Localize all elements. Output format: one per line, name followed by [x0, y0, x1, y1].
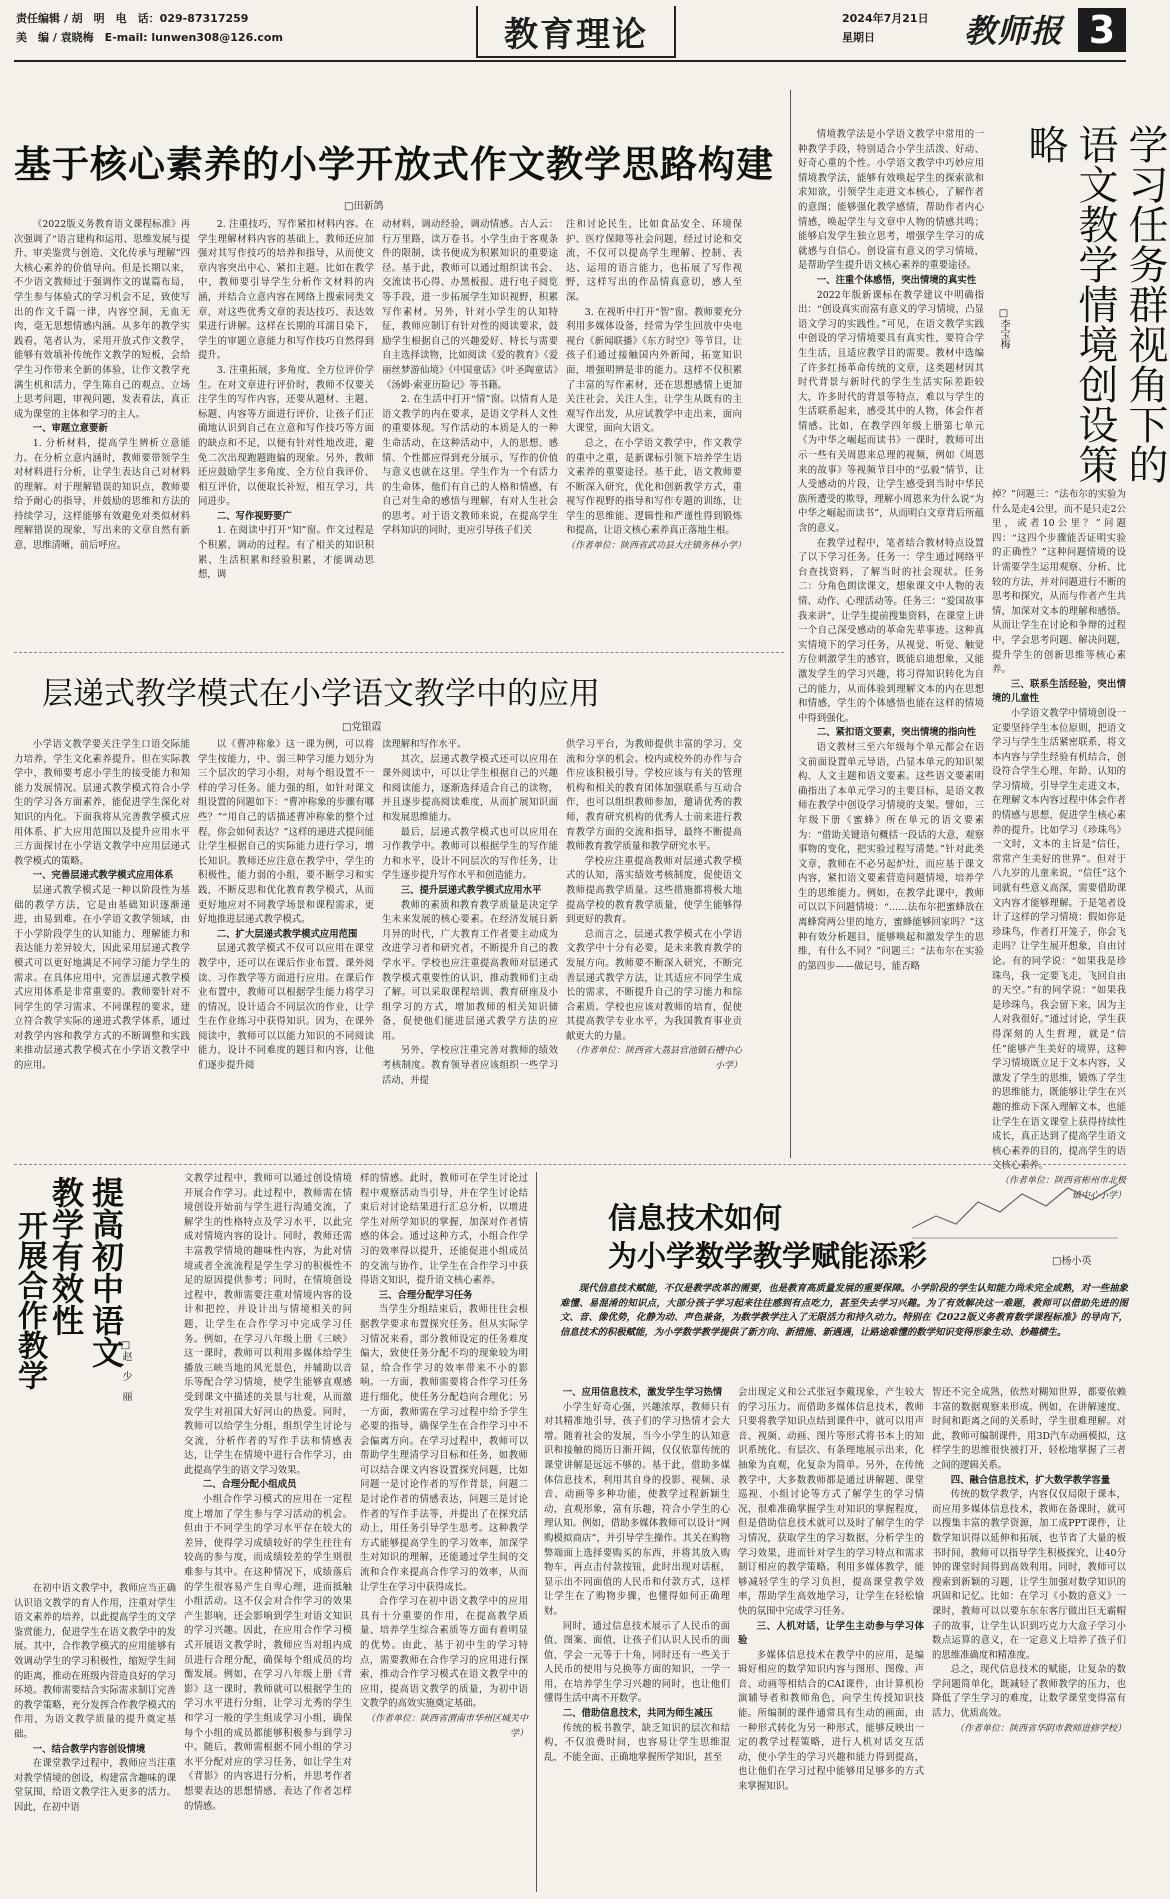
issue-date: 2024年7月21日 — [842, 12, 929, 25]
article5-line-graph-decoration — [912, 1176, 1122, 1246]
section-label-box — [476, 6, 676, 58]
article2-col1-heading: 一、完善层递式教学模式应用体系 — [32, 870, 174, 882]
divider-top-bottom — [14, 1164, 1126, 1165]
article2-col2 — [198, 738, 374, 1158]
article5-col1-heading2: 二、借助信息技术，共同为师生减压 — [562, 1708, 713, 1720]
article1-col4-p2: 3. 在视听中打开“智”窗。教师要充分利用多媒体设备，经常为学生回放中央电视台《新闻联播》《东方时空》等节目，让孩子们通过接触国内外新闻，拓宽知识面，增强明辨是非的能力。这样不仅积累了丰富的写作素材，还在思想感情上更加关注社会，关注人生，让学生从既有的主观写作出发，从应试教学中走出来，面向大课堂，面向大语文。 — [566, 306, 742, 435]
article1-col2-p2: 3. 注重拓展，多角度、全方位评价学生。在对文章进行评价时，教师不仅要关注学生的写作内容，还要从题材、主题、标题、内容等方面进行评价，让孩子们正确地认识到自己在立意和写作技巧等方面的缺点和不足，以便有针对性地改进，避免二次出现跑题跑偏的现象。另外，教师还应鼓励学生多角度、全方位自我评价、相互评价，以便取长补短，相互学习，共同进步。 — [198, 364, 374, 508]
article5-col1-p1: 小学生好奇心强，兴趣浓厚，教师只有对其精准地引导，孩子们的学习热情才会大增。随着社会的发展，当今小学生的认知意识和接触的阅历日渐开阔，仅仅依靠传统的课堂讲解是远远不够的。基于此，借助多媒体信息技术，利用其自身的投影、视频、录音、动画等多种功能，使教学过程新颖生动，直观形象，富有乐趣，符合小学生的心理认知。例如，借助多媒体教师可以设计“网购模拟商店”，并引导学生操作。其关在购物弊端面上选择要购买的东西，并将其放入购物车，再点击付款按钮，此时出现对话框，显示出不同面值的人民币和付款方式，这样让学生在了购物步骤，也懂得如何正确理财。 — [544, 1401, 730, 1617]
article2-col3-p2: 其次，层递式教学模式还可以应用在课外阅读中，可以让学生根据自己的兴趣和阅读能力，逐渐选择适合自己的读物，并且逐步提高阅读难度，从而扩展知识面和发展思维能力。 — [382, 753, 558, 823]
article1-col2-p3: 1. 在阅读中打开“知”窗。作文过程是个积累、调动的过程。有了相关的知识积累、生活积累和经验积累，才能调动思想，调 — [198, 525, 374, 581]
article4-col3-heading: 三、合理分配学习任务 — [378, 1289, 473, 1301]
article4-col1-p2: 在课堂教学过程中，教师应当注重对教学情境的创设，构建富含趣味的课堂氛围，给语文教学注入更多的活力。因此，在初中语 — [14, 1758, 176, 1813]
article4-col2-p1: 文教学过程中，教师可以通过创设情境开展合作学习。此过程中，教师需在情境创设开始前与学生进行沟通交流，了解学生的性格特点及学习水平，以此完成对情境内容的设计。同时，教师还需丰富教学情境的趣味性内容，为此对情境或者全流流程是学生学习的积极性不足的原因提供参考；同时，在情境创设过程中，教师需要注重对情境内容的设计和把控，并设计出与情境相关的问题，让学生在合作学习中完成学习任务。例如，在学习八年级上册《三峡》这一课时，教师可以利用多媒体给学生播放三峡当地的风光景色，并辅助以音乐等配合学习情境，使学生能够直观感受到课文中描述的美景与壮观，从而激发学生对祖国大好河山的热爱。同时，教师可以给学生分组，组织学生讨论与交流，分析作者的写作手法和情感表达，让学生在情境中进行合作学习，由此提高学生的语文学习效果。 — [184, 1173, 352, 1476]
article5-col1-p3: 传统的板书教学，缺乏知识的层次和结构，不仅浪费时间，也容易让学生思维混乱，不能全面、正确地掌握所学知识，甚至 — [544, 1722, 730, 1763]
article1-col3-p2: 2. 在生活中打开“情”窗。以情育人是语文教学的内在要求，是语文学科人文性的重要体现。写作活动的本质是人的一种生命活动，在这种活动中，人的思想、感情、个性都应得到充分展示，写作的价值与意义也就在这里。学生作为一个有活力的生命体，他们有自己的人格和情感，有自己对生命的感悟与理解，有对人生社会的思考。对于语文教师来说，在提高学生学科知识的同时，更应引导孩子们关 — [382, 394, 558, 537]
article5-col3 — [932, 1386, 1126, 1892]
article5-col3-p1: 智还不完全成熟，依然对糊知世界，都要依赖丰富的数据观察来形成。例如，在讲解速度、时间和距离之间的关系时，学生很难理解。对此，教师可编制课件，用3D汽车动画模拟，这样学生的思维很快被打开，轻松地掌握了三者之间的逻辑关系。 — [932, 1387, 1126, 1471]
article1-col4 — [566, 218, 747, 648]
article5-col2 — [738, 1386, 924, 1892]
designer-line: 美 编 / 袁晓梅 E-mail: lunwen308@126.com — [16, 31, 283, 44]
article2-col3-heading: 三、提升层递式教学模式应用水平 — [400, 884, 542, 896]
article3-col-b-p1: 掉？”问题三：“法布尔的实验为什么是走4公里，而不是只走2公里，或者10公里？”问题四：“这四个步骤能否证明实验的正确性？”这种问题情境的设计需要学生运用观察、分析、比较的方法，并对问题进行不断的思考和探究，从而与作者产生共情，加深对文本的理解和感悟。从而让学生在讨论和争辩的过程中，学会思考问题、解决问题，提升学生的创新思维等核心素养。 — [992, 489, 1126, 676]
article3-col-a-p3: 在教学过程中，笔者结合教材特点设置了以下学习任务。任务一：学生通过网络平台查找资料，了解当时的社会现状。任务二：分角色朗读课文，想象课文中人物的表情、动作、心理活动等。任务三：“爱国故事我来讲”，让学生提前搜集资料，在课堂上讲一个自己深受感动的革命先辈事迹。这种真实情境下的学习任务，从视觉、听觉、触觉方位刺激学生的感官，既能启迪想象，又能激发学生的学习兴趣，将习得知识转化为自己的能力，从而体验到理解文本的内在思想和情感，学生的个体感悟也能在这样的情境中得到强化。 — [798, 537, 984, 724]
article5-col2-p1: 会出现定义和公式张冠李戴现象，产生较大的学习压力。而借助多媒体信息技术，教师只要将教学知识点结到课件中，就可以用声音、视频、动画、图片等形式将书本上的知识系统化、有层次、有条理地展示出来，化抽象为直观，化复杂为简单。另外，在传统教学中，大多数教师都是通过讲解题、课堂巡视、小组讨论等方式了解学生的学习情况，很难准确掌握学生对知识的掌握程度，但是借助信息技术就可以及时了解学生的学习情况，获取学生的学习数据，分析学生的学习效果，进而针对学生的学习特点和需求制订相应的教学策略。利用多媒体教学，能够减轻学生的学习负担，提高课堂教学效率，帮助学生高效地学习，让学生在轻松愉快的氛围中完成学习任务。 — [738, 1387, 924, 1617]
article4-title2: 开展合作教学 — [12, 1210, 47, 1390]
article2-col3-p3: 最后，层递式教学模式也可以应用在习作教学中。教师可以根据学生的写作能力和水平，设计不同层次的写作任务，让学生逐步提升写作水平和创造能力。 — [382, 826, 558, 882]
divider-right-column — [790, 90, 791, 1158]
article2-col4-p3: 总而言之，层递式教学模式在小学语文教学中十分有必要，是未来教育教学的发展方向。教师要不断深入研究，不断完善层递式教学方法，让其适应不同学生成长的需求，不断提升自己的学习能力和综合素质。学校也应该对教师的培育，促使其提高教学专业水平，为我国教育事业贡献更大的力量。 — [566, 928, 742, 1042]
article4-col3-p3: 合作学习在初中语文教学中的应用具有十分重要的作用，在提高教学质量、培养学生综合素质等方面有着明显的优势。由此，基于初中生的学习特点，需要教师在合作学习的应用进行探索，推动合作学习模式在语文教学中的应用，提高语文教学的质量，为初中语文教学的高效实施奠定基础。 — [360, 1596, 528, 1710]
article5-col2-heading: 三、人机对话，让学生主动参与学习体验 — [738, 1620, 924, 1647]
article2-col3-p1: 读理解和写作水平。 — [382, 739, 467, 750]
divider-bottom-columns — [536, 1172, 537, 1892]
article1-col1-p1: 《2022版义务教育语文课程标准》再次强调了“语言建构和运用、思维发展与提升、审美鉴赏与创造、文化传承与理解”四大核心素养的价值导向。但是长期以来，不少语文教师过于强调作文的谋篇布局，学生参与体验式的学习机会不足，致使写出的作文千篇一律，内容空洞，无血无肉，毫无思想情感内涵。从多年的教学实践看，笔者认为，采用开放式作文教学，能够有效填补传统作文教学的短板，会给学生习作带来全新的体验，让作文教学充满生机和活力，学生陈自己的观点、立场上思考问题，审视问题，发表看法，真正成为课堂的主体和学习的主人。 — [14, 219, 190, 420]
article2-author: □党银霞 — [342, 722, 382, 733]
article4-author: □赵 少 丽 — [120, 1340, 131, 1401]
article4-col3-p2: 当学生分组结束后，教师往往会根据教学要求布置探究任务。但从实际学习情况来看，部分教师设定的任务难度偏大，致使任务分配不均的现象较为明显，给合作学习的效率带来不小的影响。一方面，教师需要将合作学习任务进行细化，使任务分配趋向合理化；另一方面，教师需在学习过程中给予学生必要的指导，确保学生在合作学习中不会偏离方向。在学习过程中，教师可以帮助学生理清学习目标和任务，如教师可以结合课文内容设置探究问题，比如问题一是讨论作者的写作背景，问题二是讨论作者的情感表达，问题三是讨论作者的写作手法等，并提出了在探究活动上，用任务引导学生思考。这种教学方式能够提高学生的学习效率，加深学生对知识的理解，还能通过学生间的交流和合作来提高合作学习的效率，从而让学生在学习中获得成长。 — [360, 1304, 528, 1593]
article5-author: □杨小英 — [1052, 1256, 1092, 1267]
article1-col1-heading: 一、审题立意要新 — [32, 423, 108, 435]
article5-col1-heading1: 一、应用信息技术，激发学生学习热情 — [562, 1387, 723, 1398]
page-number: 3 — [1078, 8, 1126, 52]
decoration-polyline — [912, 1184, 1118, 1228]
article4-title: 提高初中语文教学有效性 — [47, 1176, 125, 1368]
article3-col-b-heading3: 三、联系生活经验，突出情境的儿童性 — [992, 678, 1126, 705]
article3-col-a-heading2: 二、紧扣语文要素，突出情境的指向性 — [816, 727, 977, 739]
paper-name: 教师报 — [964, 12, 1064, 50]
article1-title: 基于核心素养的小学开放式作文教学思路构建 — [14, 143, 774, 186]
article1-col1-p2: 1. 分析材料，提高学生辨析立意能力。在分析立意内涵时，教师要带领学生对材料进行分析，让学生表达自己对材料的理解。对于理解错误的知识点，教师要给予耐心的指导，并鼓励的思维和方法的持续学习，这样能够有效避免对类似材料理解错误的现象，写出来的文章自然有新意，思维清晰，前后呼应。 — [14, 437, 190, 552]
article1-col1 — [14, 218, 190, 648]
divider-a1-a2 — [14, 652, 784, 653]
article2-col2-heading: 二、扩大层递式教学模式应用范围 — [216, 928, 358, 940]
article2-col2-p2: 层递式教学模式不仅可以应用在课堂教学中，还可以在课后作业布置、课外阅读、习作教学等方面进行应用。在课后作业布置中，教师可以根据学生能力将学习的情况，设计适合不同层次的作业，让学生在作业练习中获得知识。因为，在课外阅读中，教师可以以能力知识的不同阅读能力，设计不同难度的题目和内容，让他们逐步提升阅 — [198, 943, 374, 1072]
article3-col-a-p2: 2022年版新课标在教学建议中明确指出：“创设真实而富有意义的学习情境，凸显语文学习的实践性。”可见，在语文教学实践中创设的学习情境要具有真实性，要符合学生生活，且适应教学目的需要。教材中选编了许多红扬革命传统的文章，这类题材因其时代背景与新时代的学生生活实际差距较大，许多时代的背景等特点，难以与学生的生活联系起来，感受其中的人物，体会作者情感。比如，在教学四年级上册第七单元《为中华之崛起而读书》一课时，教师可出示一些有关周恩来总理的视频，例如《周恩来的故事》等视频节目中的“弘毅”情节，让人受感动的片段，让学生感受到当时中华民族所遭受的欺辱，理解小周恩来为什么说“为中华之崛起而读书”，从而明白文章背后所蕴含的意义。 — [798, 289, 984, 535]
article3-author: □李宝梅 — [998, 308, 1009, 349]
article5-col3-p3: 总之，现代信息技术的赋能，让复杂的数学问题简单化，既减轻了教师教学的压力，也降低了学生学习的难度，让数学课堂变得富有活力、优质高效。 — [932, 1664, 1126, 1720]
article2-col1-p1: 小学语文教学要关注学生口语交际能力培养，学生文化素养提升。但在实际教学中，教师要考虑小学生的接受能力和知能力发展情况。层递式教学模式符合小学生的学习各方面素养，能促进学生深化对知识的内化。下面我将从完善教学模式应用体系、扩大应用范围以及提升应用水平三方面探讨在小学语文教学中应用层递式教学模式的策略。 — [14, 739, 190, 867]
article1-affiliation: （作者单位：陕西省武功县大庄镇务林小学） — [566, 541, 747, 552]
article5-lead — [560, 1282, 1128, 1378]
article5-col3-p2: 传统的数学教学，内容仅仅局限于课本，而应用多媒体信息技术，教师在备课时，就可以搜集丰富的教学资源，加工成PPT课件，让数学知识得以延伸和拓展，也节省了大量的板书时间，教师可以指导学生积极探究，让40分钟的课堂时间得到高效利用。同时，教师可以搜索到新颖的习题，让学生加强对数学知识的巩固和记忆。比如：在学习《小数的意义》一课时，教师可以以要东东东客厅做出巨无霸帽子的故事，让学生认识到巧克力大盒子学习小数点运算的意义，在一定意义上培养了孩子们的思维准确度和精准度。 — [932, 1489, 1126, 1661]
article1-col3-p1: 动材料，调动经验，调动情感。古人云：行万里路，读万卷书。小学生由于客观条件的限制，读书便成为积累知识的重要途径。基于此，教师可以通过组织读书会、交流读书心得、办黑板报、进行电子阅览等手段，进一步拓展学生知识视野，积累写作素材。另外，针对小学生的认知特征，教师应制订有针对性的阅读要求，鼓励学生根据自己的兴趣爱好、特长与需要自主选择读物，比如阅读《爱的教育》《爱丽丝梦游仙境》《中国童话》《叶圣陶童话》《汤姆·索亚历险记》等书籍。 — [382, 219, 558, 391]
article2-affiliation: （作者单位：陕西省大荔县官池镇石槽中心小学） — [570, 1046, 742, 1072]
article3-col-a-p4: 语文教材三至六年级每个单元都会在语文前面设置单元导语，凸显本单元的知识架构、人文主题和语文要素。这些语文要素明确指出了本单元学习的主要目标，是语文教师在教学中创设学习情境的支架。譬如，三年级下册《蜜蜂》所在单元的语文要素为：“借助关键语句概括一段话的大意，观察事物的变化，把实验过程写清楚。”针对此类文章，教师在不必另起炉灶，而应基于课文内容，紧扣语文要素营造问题情境，培养学生的思维能力。例如，在教学此课中，教师可以以下问题情境：“……法布尔把蜜蜂放在离蜂窝两公里的地方，蜜蜂能够回家吗？”这种有效分析题目，能够唤起和激发学生的思维，有什么不同？”问题三：“法布尔在实验的第四步——做记号，能否略 — [798, 741, 984, 972]
masthead-rule — [14, 60, 1126, 62]
masthead — [0, 0, 1140, 62]
article4-col3-p1: 样的情感。此时，教师可在学生讨论过程中观察活动当引导，并在学生讨论结束后对讨论结果进行汇总分析，以增进学生对所学知识的掌握，加深对作者情感的体会。通过这种方式，小组合作学习的效率得以提升，还能促进小组成员的交流与协作，让学生在合作学习中获得语文知识，提升语文核心素养。 — [360, 1173, 528, 1287]
article4-col1-heading: 一、结合教学内容创设情境 — [32, 1743, 146, 1755]
article5-title-line1: 信息技术如何 — [608, 1201, 783, 1235]
article2-col3-p5: 另外，学校应注重完善对教师的绩效考核制度。教育领导者应该组织一些学习活动，并提 — [382, 1045, 558, 1086]
article2-col3 — [382, 738, 558, 1158]
article5-title-line2: 为小学数学教学赋能添彩 — [608, 1239, 928, 1273]
article2-col4-p1: 供学习平台，为教师提供丰富的学习、交流和分享的机会。校内或校外的办作与合作应该积极引导。学校应该与有关的管理机构和相关的教育团体加强联系与互动合作，也可以组织教师参加，邀请优秀的教师，教育研究机构的优秀人士前来进行教育教学方面的交流和指导，最终不断提高教师教育教学质量和教学研究水平。 — [566, 739, 742, 853]
article4-col2-p2: 小组合作学习模式的应用在一定程度上增加了学生参与学习活动的机会。但由于不同学生的学习水平存在较大的差异，使得学习成绩较好的学生往往有较高的参与度，而成绩较差的学生则很难参与其中。在这种情况下，成绩落后的学生很容易产生自卑心理，进而抵触小组活动。这不仅会对合作学习的效果产生影响，还会影响到学生对语文知识的学习兴趣。因此，在应用合作学习模式开展语文教学时，教师应当对组内成员进行合理分配，确保每个组成员的均衡发展。例如，在学习八年级上册《背影》这一课时，教师就可以根据学生的学习水平进行分组，让学习尤秀的学生和学习一般的学生组成学习小组，确保每个小组的成员都能够积极参与到学习中。随后，教师需根据不同小组的学习水平分配对应的学习任务，如让学生对《背影》的内容进行分析，并思考作者想要表达的思想情感，表达了作者怎样的情感。 — [184, 1494, 352, 1812]
article5-col2-p2: 多媒体信息技术在教学中的应用，是编辑好相应的数学知识内容与图形、图像、声音、动画等相结合的CAI课件，由计算机扮演辅导者和教师角色，向学生传授知识技能。所编制的课件通常具有生动的画面，由一种形式转化为另一种形式，能够反映出一定的教学过程策略，进行人机对话交互活动，使小学生的学习兴趣和能力得到提高，也让他们在学习过程中能够用足够多的方式来掌握知识。 — [738, 1649, 924, 1793]
article1-col4-p1: 注和讨论民生，比如食品安全、环境保护、医疗保障等社会问题，经过讨论和交流，不仅可以提高学生理解、控制、表达、运用的语言能力，也拓展了写作视野，这样写出的作品情真意切，感人至深。 — [566, 219, 742, 303]
article1-col2-heading: 二、写作视野要广 — [216, 510, 292, 522]
section-label: 教育理论 — [504, 14, 648, 55]
article5-col1 — [544, 1386, 730, 1892]
article3-col-a — [798, 128, 984, 1158]
article3-col-b-p2: 小学语文教学中情境创设一定要坚持学生本位原则，把语文学习与学生生活紧密联系，将文本内容与学生经验有机结合，创设符合学生心理、年龄、认知的学习情境，引导学生走进文本，在理解文本内容过程中体会作者的情感与思想，促进学生核心素养的提升。比如学习《珍珠鸟》一文时，文本的主旨是“信任，常常产生美好的世界”。但对于八九岁的儿童来说，“信任”这个词就有些意义高深，需要借助课文内容才能够理解。于是笔者设计了这样的学习情境：假如你是珍珠鸟，作者打开笼子，你会飞走吗？让学生展开想象，自由讨论。有的同学说：“如果我是珍珠鸟，我一定要飞走，飞回自由的天空。”有的同学说：“如果我是珍珠鸟，我会留下来，因为主人对我很好。”通过讨论，学生获得深刻的人生哲理，就是“信任”能够产生美好的境界，这种学习情境既立足于文本内容，又激发了学生的思维，锻炼了学生的思维能力，既能够让学生在兴趣的推动下深入理解文本，也能让学生在语文课堂上获得持续性成长，真正达到了提高学生语文核心素养的目的，提高学生的语文核心素养。 — [992, 707, 1126, 1172]
article3-col-a-p1: 情境教学法是小学语文教学中常用的一种教学手段，特别适合小学生活泼、好动、好奇心重的个性。小学语文教学中巧妙应用情境教学法，能够有效唤起学生的探索欲和求知欲，引领学生走进文本核心，了解作者的意图；能够强化教学感情，帮助作者内心情感，唤起学生与文章中人物的情感共鸣；能够启发学生独立思考，增强学生学习的成就感与自信心。创设富有意义的学习情境，是帮助学生提升语文核心素养的重要途径。 — [798, 129, 984, 272]
article4-col2-heading: 二、合理分配小组成员 — [202, 1479, 297, 1491]
article2-title: 层递式教学模式在小学语文教学中的应用 — [42, 676, 600, 712]
article4-col2 — [184, 1172, 352, 1892]
article4-affiliation: （作者单位：陕西省渭南市华州区城关中学） — [365, 1713, 528, 1739]
article2-col3-p4: 教师的素质和教育教学质量是决定学生未来发展的核心要素。在经济发展日新月异的时代，广大教育工作者要主动成为改进学习者和研究者，不断提升自己的教学水平。学校也应注重提高教师对层递式教学模式重要性的认识，推动教师们主动了解。可以采取课程培训、教育研座及小组学习的方式，增加教师的相关知识储备，促使他们能进层递式教学方法的应用。 — [382, 899, 558, 1042]
article1-author: □田新鸽 — [344, 201, 384, 212]
article2-col4 — [566, 738, 742, 1158]
article3-col-b — [992, 488, 1126, 1201]
article5-col3-heading: 四、融合信息技术，扩大数学教学容量 — [950, 1474, 1111, 1486]
article1-col3 — [382, 218, 558, 648]
article2-col2-p1: 以《曹冲称象》这一课为例，可以将学生按能力，中、弱三种学习能力划分为三个层次的学习小组，对每个组设置不一样的学习任务。能力强的组，如针对课文组设置的问题如下：“曹冲称象的步骤有哪些？”“用自己的话描述曹冲称象的整个过程，你会如何表达？”这样的递进式提问能让学生根据自己的实际能力进行学习，增长知识。教师还应注意在教学中，学生的积极性，能力弱的小组，要不断学习和实践，不断反思和优化教育教学模式，从而更好地应对不同教学场景和课程需求，更好地推进层递式教学模式。 — [198, 739, 374, 926]
article3-affiliation: （作者单位：陕西省彬州市北极镇中心小学） — [999, 1175, 1126, 1201]
article3-title: 学习任务群视角下的语文教学情境创设策略 — [1022, 124, 1168, 484]
article5-col1-p2: 同时，通过信息技术展示了人民币的面值、图案、面值，让孩子们认识人民币的面值，学会一元等于十角，同时还有一些关于人民币的使用与兑换等方面的知识，一学一用，在培养学生学习兴趣的同时，也让他们懂得生活中离不开数学。 — [544, 1620, 730, 1705]
article4-col1-p1: 在初中语文教学中，教师应当正确认识语文教学的育人作用，注重对学生语文素养的培养，以此提高学生的文学鉴赏能力，促进学生在语文教学中的发展。其中，合作教学模式的应用能够有效调动学生的学习积极性，缩短学生间的距离，推动在班级内营造良好的学习环境。教师需要结合实际需求制订完善的教学策略，充分发挥合作教学模式的作用，为语文教学质量的提升奠定基础。 — [14, 1583, 176, 1740]
editor-line: 责任编辑 / 胡 明 电 话：029-87317259 — [16, 12, 249, 25]
article5-affiliation: （作者单位：陕西省华阴市教师进修学校） — [954, 1723, 1126, 1734]
article1-col2-p1: 2. 注重技巧，写作紧扣材料内容。在学生理解材料内容的基础上，教师还应加强对其写作技巧的培养和指导，从而使文章内容突出中心、紧扣主题。比如在教学中，教师要引导学生分析作文材料的内涵，并结合立意内容在网络上搜索同类文章，对这些优秀文章的表达技巧、表达效果进行讲解。这样在长期的耳濡目染下，学生的审题立意能力和写作技巧自然得到提升。 — [198, 219, 374, 362]
article5-lead-text: 现代信息技术赋能，不仅是教学改革的需要，也是教育高质量发展的重要保障。小学阶段的学生认知能力尚未完全成熟，对一些抽象难懂、易混淆的知识点，大部分孩子学习起来往往感到有点吃力，甚至失去学习兴趣。为了有效解决这一难题，教师可以借助先进的图文、音、像优势，化静为动、声色兼备，为数学教学注入了无限活力和持久动力。特别在《2022版义务教育数学课程标准》的导向下，信息技术的积极赋能，为小学数学教学提供了新方向、新措施、新遇遇，让路途难懂的数学知识变得形象生动、妙趣横生。 — [560, 1283, 1128, 1338]
article1-col4-p3: 总之，在小学语文教学中，作文教学的重中之重，是新课标引领下培养学生语文素养的重要途径。基于此，语文教师要不断深入研究，优化和创新教学方式，重视写作视野的指导和写作专题的训练，让学生的思维能、逻辑性和严谨性得到锻炼和提高，让语文核心素养真正落地生根。 — [566, 437, 742, 537]
article3-col-a-heading1: 一、注重个体感悟，突出情境的真实性 — [816, 274, 977, 286]
article2-col1 — [14, 738, 190, 1158]
article2-col1-p2: 层递式教学模式是一种以阶段性为基础的教学方法，它是由基础知识逐渐递进，由易到难。在小学语文教学领域，由于小学阶段学生的认知能力、理解能力和表达能力差异较大，因此采用层递式教学模式可以更好地满足不同学习能力学生的需求。在具体应用中，完善层递式教学模式应用体系是非常重要的。教师要针对不同学生的学习需求、不同课程的要求，建立符合教学实际的递进式教学体系，通过对教学内容和教学方式的不断调整和实践来推动层递式教学模式在小学语文教学中的应用。 — [14, 884, 190, 1072]
article4-col3 — [360, 1172, 528, 1892]
issue-weekday: 星期日 — [842, 31, 875, 44]
article4-col1 — [14, 1582, 176, 1892]
article1-col2 — [198, 218, 374, 648]
article2-col4-p2: 学校应注重提高教师对层递式教学模式的认知，落实绩效考核制度，促使语文教师提高教学质量。这些措施都将极大地提高学校的教育教学质量，使学生能够得到更好的教育。 — [566, 855, 742, 926]
